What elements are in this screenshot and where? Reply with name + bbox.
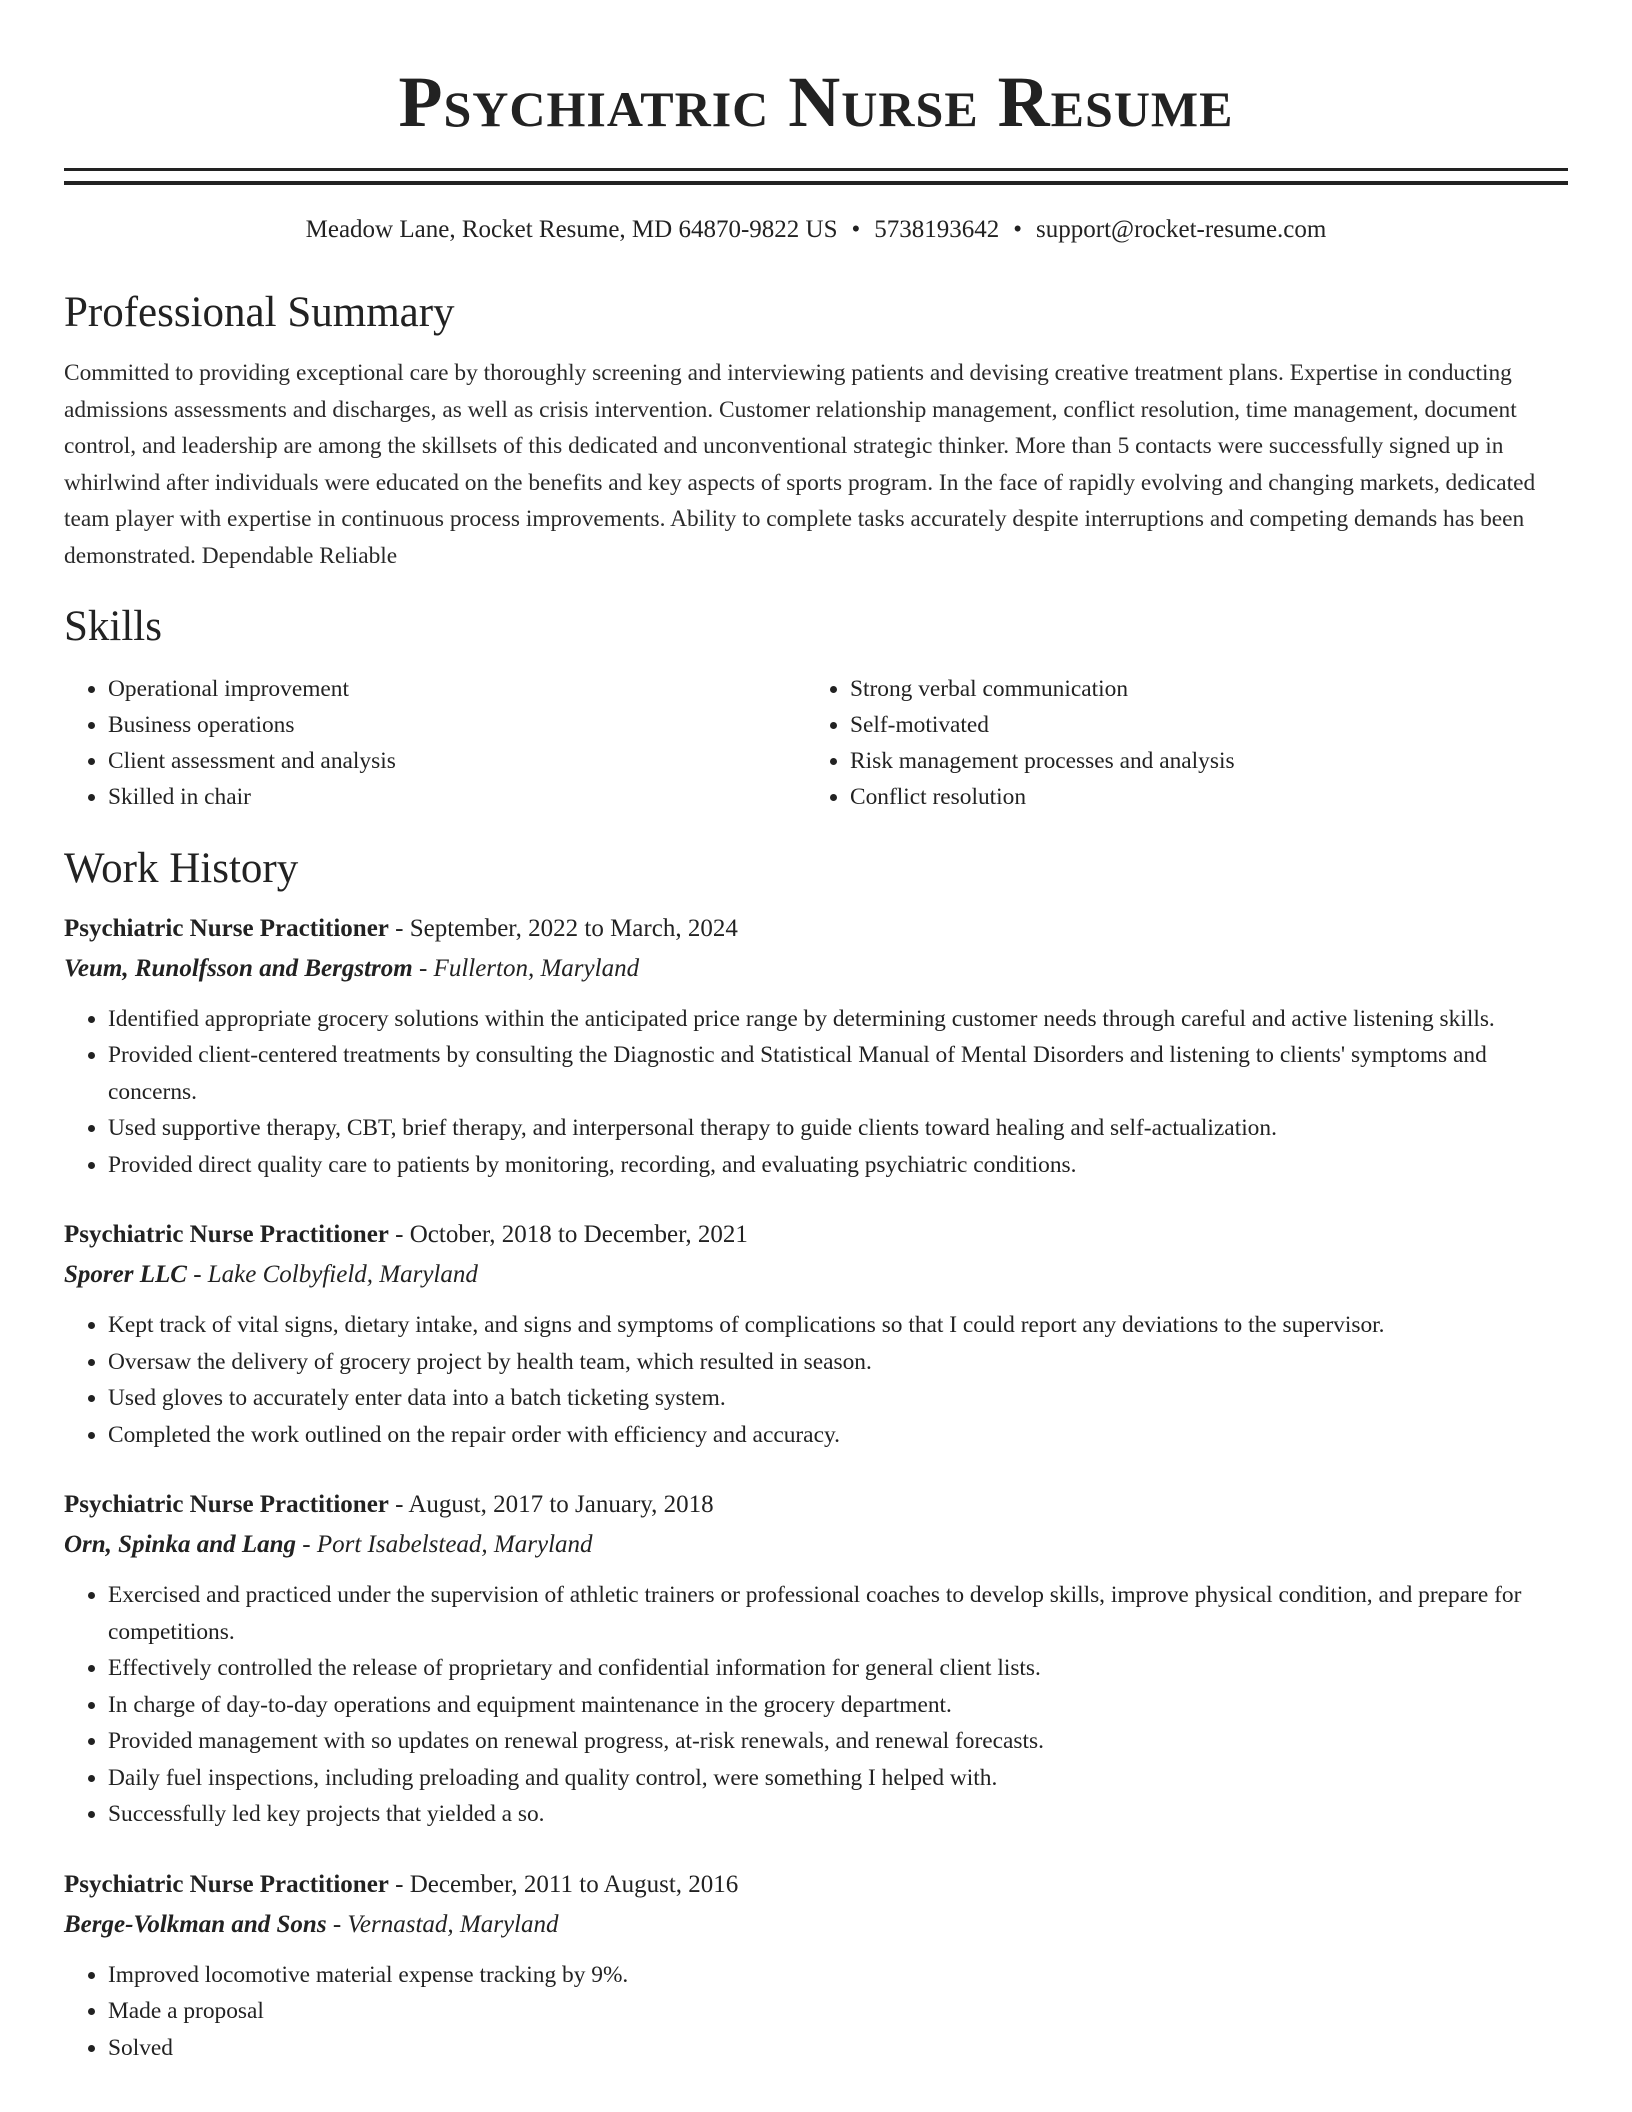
skill-item: • Conflict resolution	[850, 779, 1548, 815]
job-dates: October, 2018 to December, 2021	[409, 1221, 748, 1249]
job-company: Veum, Runolfsson and Bergstrom	[64, 954, 413, 982]
job-title-line	[64, 1867, 1568, 1903]
summary-text: Committed to providing exceptional care by thoroughly screening and interviewing patients and devising creative treatment plans. Expertise in conducting admissions assessments and discharges, as well as crisis intervention. Customer relationship management, conflict resolution, time management, document control, and leadership are among the skillsets of this dedicated and unconventional strategic thinker. More than 5 contacts were successfully signed up in whirlwind after individuals were educated on the benefits and key aspects of sports program. In the face of rapidly evolving and changing markets, dedicated team player with expertise in continuous process improvements. Ability to complete tasks accurately despite interruptions and competing demands has been demonstrated. Dependable Reliable	[64, 360, 1536, 569]
dash: -	[296, 1531, 317, 1559]
summary-heading: Professional Summary	[64, 289, 455, 336]
job-bullet: • Provided management with so updates on renewal progress, at-risk renewals, and renewal forecasts.	[108, 1723, 1568, 1760]
job-bullets	[64, 1001, 1568, 1184]
skill-item: • Strong verbal communication	[850, 671, 1548, 707]
dash: -	[326, 1910, 348, 1938]
dash: -	[388, 914, 410, 942]
skills-column-left	[64, 671, 806, 815]
job-bullet: • Exercised and practiced under the supervision of athletic trainers or professional coaches to develop skills, improve physical condition, and prepare for competitions.	[108, 1577, 1568, 1650]
dash: -	[412, 954, 434, 982]
dash: -	[388, 1870, 410, 1898]
skill-item: • Client assessment and analysis	[108, 743, 806, 779]
job-role: Psychiatric Nurse Practitioner	[64, 1870, 389, 1898]
title-divider	[64, 168, 1568, 185]
job-bullets	[64, 1957, 1568, 2067]
job-dates: December, 2011 to August, 2016	[409, 1870, 739, 1898]
job-role: Psychiatric Nurse Practitioner	[64, 1221, 389, 1249]
company-line	[64, 1527, 1568, 1563]
job-bullet: • Daily fuel inspections, including preloading and quality control, were something I helped with.	[108, 1760, 1568, 1797]
company-line	[64, 1907, 1568, 1943]
job-bullet: • Provided client-centered treatments by consulting the Diagnostic and Statistical Manual of Mental Disorders and listening to clients' symptoms and concerns.	[108, 1037, 1568, 1110]
job-bullet: • Used supportive therapy, CBT, brief therapy, and interpersonal therapy to guide clients toward healing and self-actualization.	[108, 1110, 1568, 1147]
job-bullet: • Improved locomotive material expense tracking by 9%.	[108, 1957, 1568, 1994]
job-bullet: • Identified appropriate grocery solutions within the anticipated price range by determining customer needs through careful and active listening skills.	[108, 1001, 1568, 1038]
skill-item: • Business operations	[108, 707, 806, 743]
company-line	[64, 951, 1568, 987]
skills-column-right	[806, 671, 1548, 815]
skill-item: • Operational improvement	[108, 671, 806, 707]
contact-email: support@rocket-resume.com	[1036, 216, 1327, 243]
job-bullet: • Made a proposal	[108, 1993, 1568, 2030]
job-company: Orn, Spinka and Lang	[64, 1531, 297, 1559]
skill-item: • Risk management processes and analysis	[850, 743, 1548, 779]
skill-item: • Self-motivated	[850, 707, 1548, 743]
job-role: Psychiatric Nurse Practitioner	[64, 1491, 389, 1519]
job-role: Psychiatric Nurse Practitioner	[64, 914, 389, 942]
skill-item: • Skilled in chair	[108, 779, 806, 815]
job-entry	[64, 1487, 1568, 1833]
job-location: Vernastad, Maryland	[347, 1910, 559, 1938]
job-bullets	[64, 1577, 1568, 1833]
contact-line	[64, 213, 1568, 247]
job-bullets	[64, 1307, 1568, 1453]
job-bullet: • Effectively controlled the release of proprietary and confidential information for general client lists.	[108, 1650, 1568, 1687]
dash: -	[388, 1491, 409, 1519]
skills-list	[64, 671, 1568, 815]
job-location: Fullerton, Maryland	[433, 954, 640, 982]
contact-phone: 5738193642	[874, 216, 1000, 243]
job-bullet: • Oversaw the delivery of grocery project by health team, which resulted in season.	[108, 1344, 1568, 1381]
job-dates: September, 2022 to March, 2024	[409, 914, 738, 942]
job-entry	[64, 1867, 1568, 2067]
job-bullet: • Used gloves to accurately enter data into a batch ticketing system.	[108, 1380, 1568, 1417]
job-entry	[64, 1217, 1568, 1453]
job-title-line	[64, 911, 1568, 947]
job-title-line	[64, 1217, 1568, 1253]
dash: -	[186, 1261, 208, 1289]
contact-address: Meadow Lane, Rocket Resume, MD 64870-9822 US	[305, 216, 838, 243]
resume-title: Psychiatric Nurse Resume	[398, 62, 1234, 142]
work-history-heading: Work History	[64, 844, 299, 892]
job-bullet: • In charge of day-to-day operations and equipment maintenance in the grocery department.	[108, 1687, 1568, 1724]
job-bullet: • Solved	[108, 2030, 1568, 2067]
job-location: Lake Colbyfield, Maryland	[207, 1261, 478, 1289]
contact-separator: •	[1013, 216, 1023, 243]
job-bullet: • Successfully led key projects that yielded a so.	[108, 1796, 1568, 1833]
job-bullet: • Completed the work outlined on the repair order with efficiency and accuracy.	[108, 1417, 1568, 1454]
company-line	[64, 1257, 1568, 1293]
job-title-line	[64, 1487, 1568, 1523]
job-bullet: • Provided direct quality care to patients by monitoring, recording, and evaluating psychiatric conditions.	[108, 1147, 1568, 1184]
job-entry	[64, 911, 1568, 1184]
contact-separator: •	[851, 216, 861, 243]
job-company: Berge-Volkman and Sons	[64, 1910, 327, 1938]
dash: -	[388, 1221, 410, 1249]
job-dates: August, 2017 to January, 2018	[408, 1491, 714, 1519]
job-bullet: • Kept track of vital signs, dietary intake, and signs and symptoms of complications so that I could report any deviations to the supervisor.	[108, 1307, 1568, 1344]
resume-page	[64, 0, 1568, 2066]
job-location: Port Isabelstead, Maryland	[316, 1531, 593, 1559]
job-company: Sporer LLC	[64, 1261, 187, 1289]
skills-heading: Skills	[64, 602, 162, 650]
